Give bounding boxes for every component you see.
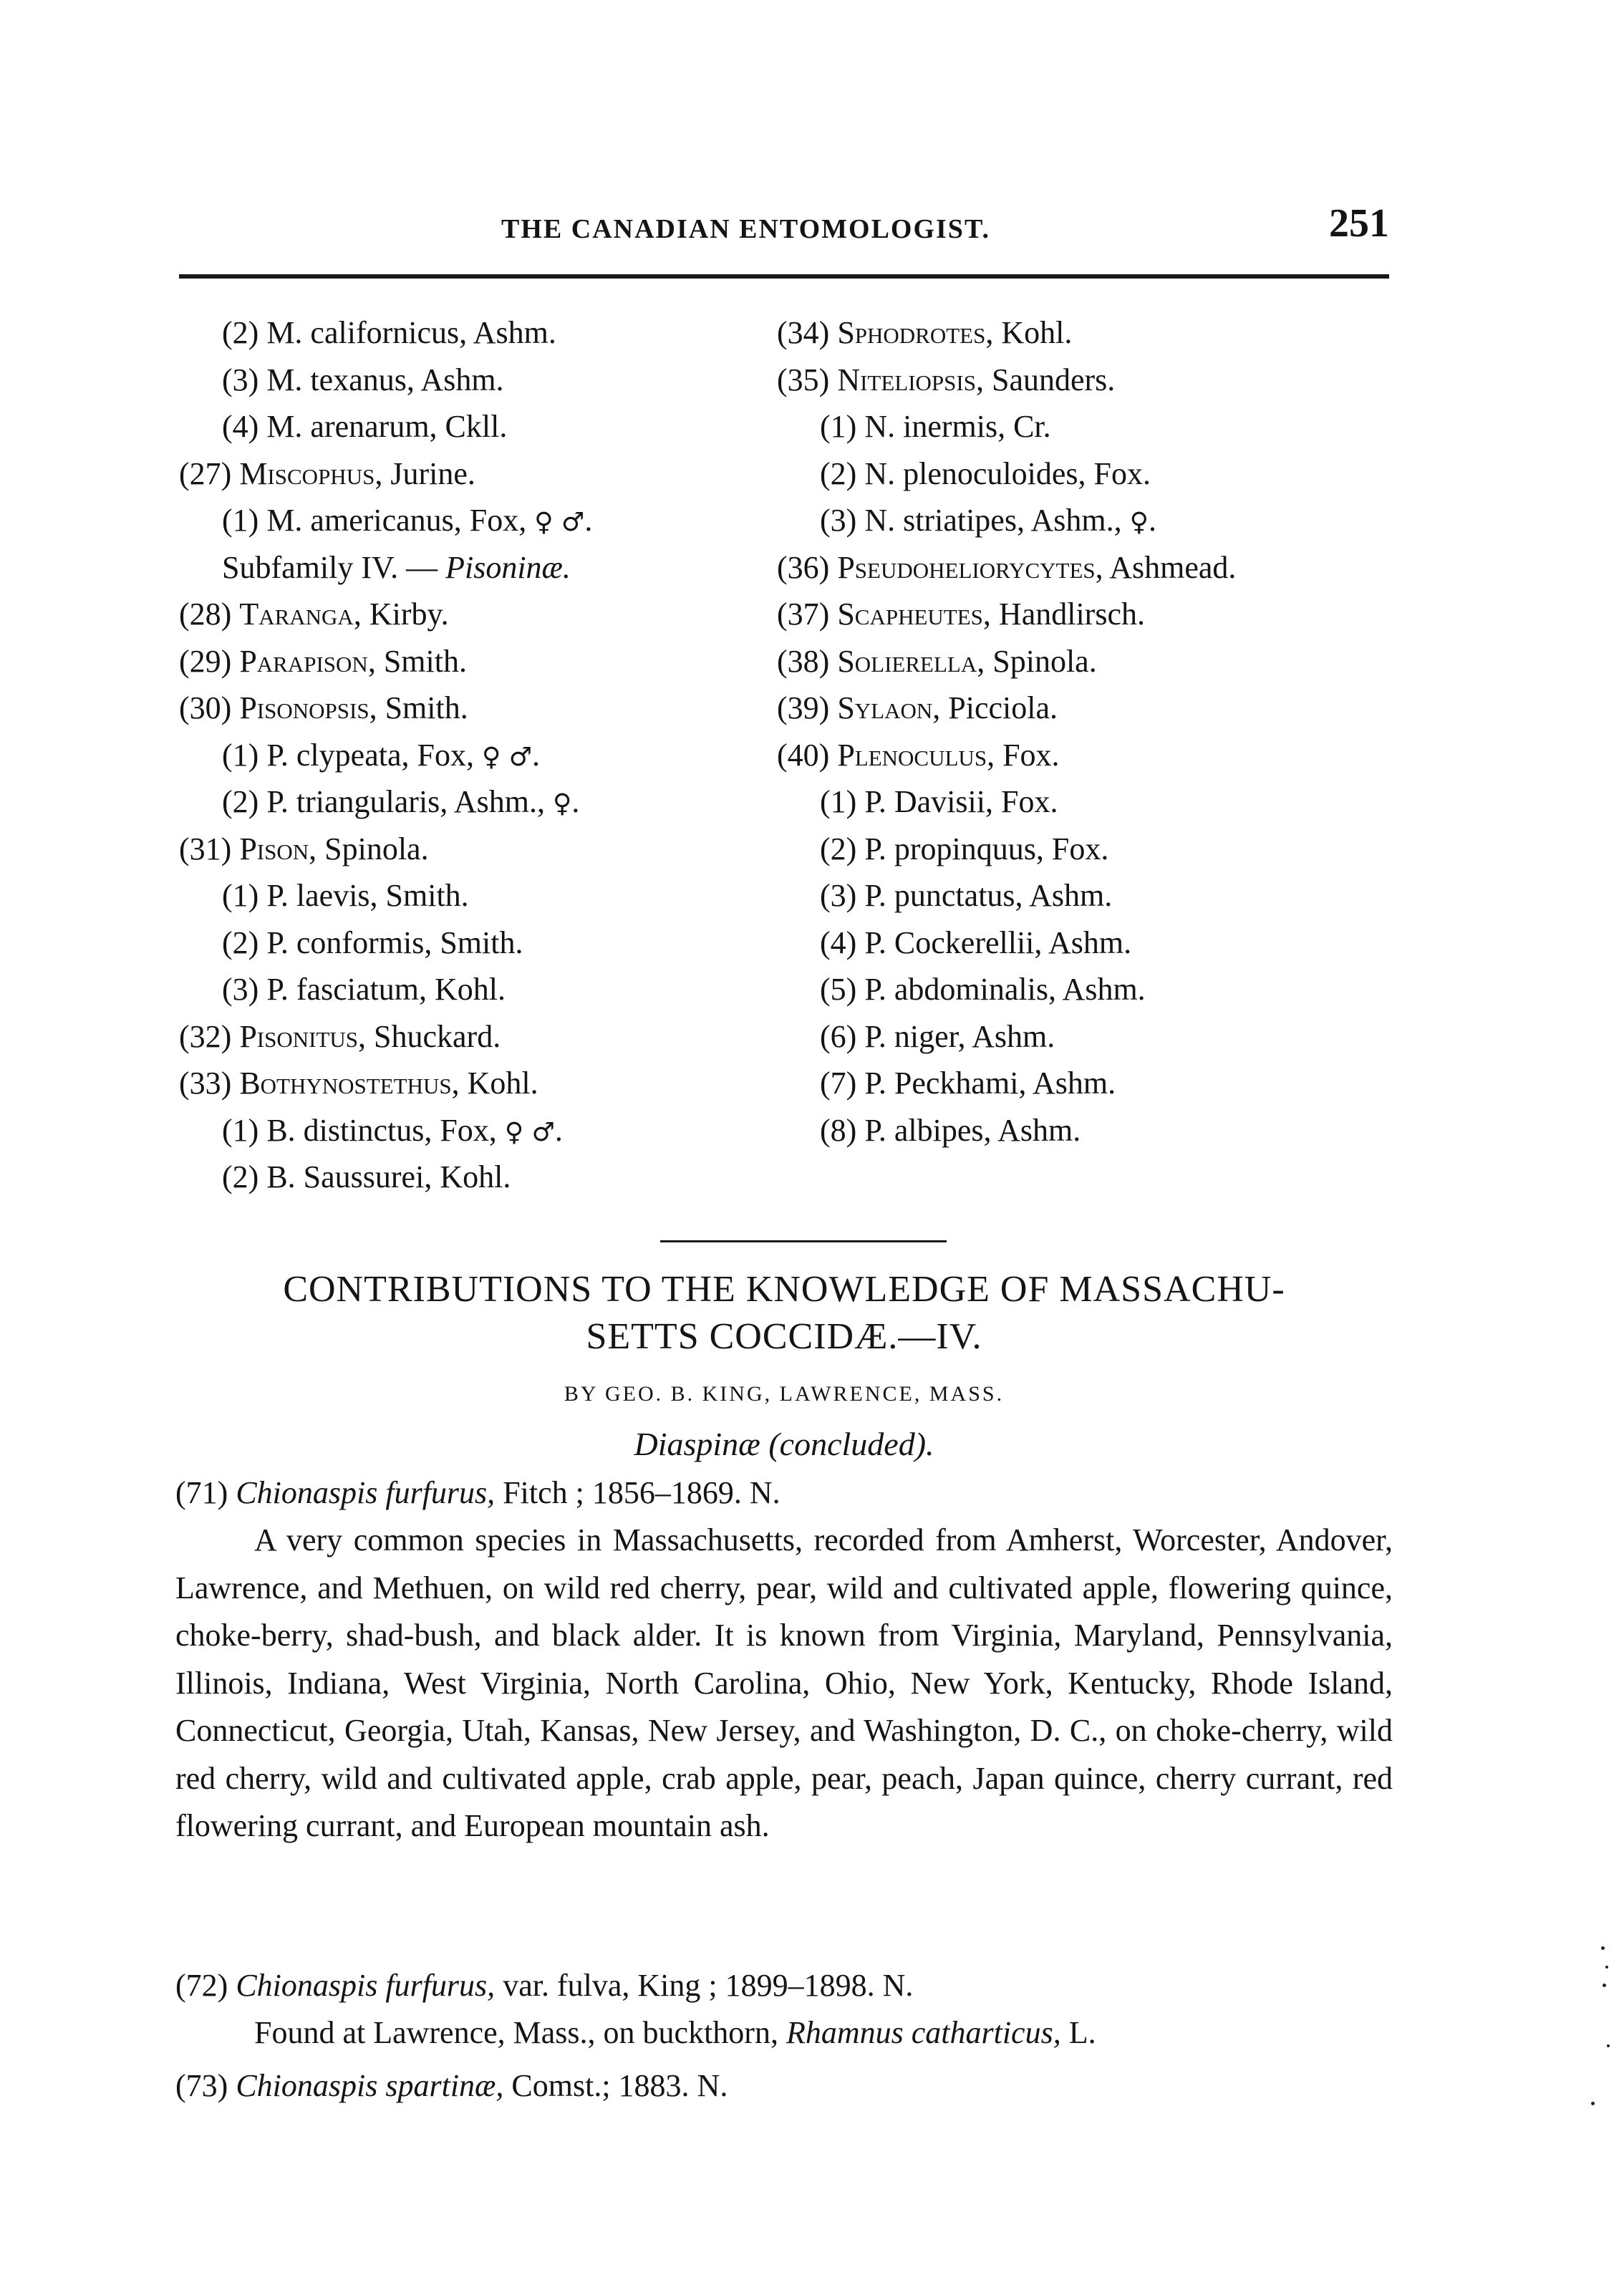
genus-item bbox=[777, 591, 1393, 638]
genus-name: Sphodrotes bbox=[837, 315, 986, 350]
host-plant-name: Rhamnus catharticus, bbox=[786, 2015, 1061, 2050]
list-item bbox=[179, 403, 752, 450]
genus-author: , Saunders. bbox=[975, 362, 1116, 397]
genus-author: , Kirby. bbox=[353, 596, 449, 632]
genus-item bbox=[777, 357, 1393, 404]
item-text: B. Saussurei, Kohl. bbox=[266, 1159, 511, 1194]
item-number: (39) bbox=[777, 690, 830, 725]
article-title-line: SETTS COCCIDÆ.—IV. bbox=[586, 1316, 982, 1357]
item-number: (32) bbox=[179, 1018, 232, 1054]
page-number: 251 bbox=[1329, 201, 1389, 246]
genus-item bbox=[777, 544, 1393, 591]
item-number: (4) bbox=[820, 924, 857, 960]
item-text: B. distinctus, Fox, bbox=[266, 1112, 505, 1148]
list-item bbox=[179, 357, 752, 404]
item-end: . bbox=[584, 503, 593, 538]
species-description bbox=[175, 1517, 1393, 1850]
item-number: (28) bbox=[179, 596, 232, 632]
running-title: THE CANADIAN ENTOMOLOGIST. bbox=[501, 214, 990, 244]
species-name: Chionaspis spartinæ, bbox=[236, 2068, 504, 2103]
genus-author: , Handlirsch. bbox=[982, 596, 1145, 632]
list-item bbox=[179, 309, 752, 357]
genus-author: , Smith. bbox=[367, 643, 467, 679]
species-heading bbox=[175, 2062, 1393, 2110]
item-number: (35) bbox=[777, 362, 830, 397]
item-number: (37) bbox=[777, 596, 830, 632]
margin-speck bbox=[1591, 2102, 1595, 2105]
genus-author: , Kohl. bbox=[985, 315, 1073, 350]
sex-symbol: ♀ bbox=[1129, 508, 1149, 537]
species-heading bbox=[175, 1962, 1393, 2009]
item-text: P. laevis, Smith. bbox=[266, 878, 469, 913]
item-number: (38) bbox=[777, 643, 830, 679]
item-number: (8) bbox=[820, 1112, 857, 1148]
list-item bbox=[179, 732, 752, 779]
subfamily-name: Pisoninæ. bbox=[445, 549, 571, 585]
item-number: (30) bbox=[179, 690, 232, 725]
genus-name: Miscophus bbox=[239, 455, 375, 491]
item-number: (27) bbox=[179, 455, 232, 491]
list-item bbox=[777, 450, 1393, 498]
item-number: (4) bbox=[222, 409, 259, 444]
item-end: . bbox=[554, 1112, 563, 1148]
item-text: N. inermis, Cr. bbox=[864, 409, 1051, 444]
genus-item bbox=[179, 591, 752, 638]
genus-author: , Picciola. bbox=[932, 690, 1058, 725]
genus-item bbox=[179, 1013, 752, 1061]
genus-name: Niteliopsis bbox=[837, 362, 976, 397]
genus-author: , Ashmead. bbox=[1095, 549, 1237, 585]
list-item bbox=[777, 966, 1393, 1013]
list-item bbox=[777, 497, 1393, 544]
locality-end: L. bbox=[1060, 2015, 1096, 2050]
genus-item bbox=[777, 685, 1393, 732]
genus-item bbox=[777, 638, 1393, 685]
species-citation: var. fulva, King ; 1899–1898. N. bbox=[495, 1968, 914, 2003]
article-title bbox=[179, 1266, 1389, 1361]
item-number: (1) bbox=[820, 409, 857, 444]
item-number: (2) bbox=[820, 455, 857, 491]
item-number: (3) bbox=[222, 972, 259, 1007]
item-text: P. albipes, Ashm. bbox=[864, 1112, 1081, 1148]
genus-item bbox=[179, 1060, 752, 1107]
genus-name: Plenoculus bbox=[837, 737, 987, 773]
item-number: (36) bbox=[777, 549, 830, 585]
list-item bbox=[777, 1060, 1393, 1107]
margin-speck bbox=[1605, 1966, 1608, 1969]
item-number: (5) bbox=[820, 972, 857, 1007]
description-paragraph: A very common species in Massachusetts, recorded from Amherst, Worcester, Andover, Lawrence, and Methuen, on wild red cherry, pear, wild and cultivated apple, flowering quince, choke-berry, shad-bush, and black alder. It is known from Virginia, Maryland, Pennsylvania, Illinois, Indiana, West Virginia, North Carolina, Ohio, New York, Kentucky, Rhode Island, Connecticut, Georgia, Utah, Kansas, New Jersey, and Washington, D. C., on choke-cherry, wild red cherry, wild and cultivated apple, crab apple, pear, peach, Japan quince, cherry currant, red flowering currant, and European mountain ash. bbox=[175, 1522, 1393, 1843]
entry-number: (71) bbox=[175, 1475, 228, 1510]
item-text: P. Davisii, Fox. bbox=[864, 784, 1058, 819]
genus-name: Pisonitus bbox=[239, 1018, 359, 1054]
margin-speck bbox=[1607, 2044, 1610, 2047]
genus-name: Solierella bbox=[837, 643, 977, 679]
item-text: P. triangularis, Ashm., bbox=[266, 784, 553, 819]
species-name: Chionaspis furfurus, bbox=[236, 1475, 496, 1510]
item-text: P. clypeata, Fox, bbox=[266, 737, 482, 773]
subfamily-label: Subfamily IV. — bbox=[222, 549, 446, 585]
item-number: (2) bbox=[820, 831, 857, 866]
list-item bbox=[777, 826, 1393, 873]
sex-symbol: ♀ ♂ bbox=[534, 508, 585, 537]
genus-name: Taranga bbox=[239, 596, 354, 632]
species-citation: Fitch ; 1856–1869. N. bbox=[495, 1475, 780, 1510]
entry-number: (72) bbox=[175, 1968, 228, 2003]
genus-author: , Shuckard. bbox=[358, 1018, 501, 1054]
genus-name: Scapheutes bbox=[837, 596, 983, 632]
locality-text: Found at Lawrence, Mass., on buckthorn, bbox=[254, 2015, 786, 2050]
item-number: (6) bbox=[820, 1018, 857, 1054]
list-item bbox=[179, 778, 752, 826]
item-text: M. americanus, Fox, bbox=[266, 503, 535, 538]
section-divider bbox=[660, 1240, 947, 1242]
genus-author: , Spinola. bbox=[309, 831, 429, 866]
item-end: . bbox=[1149, 503, 1157, 538]
item-number: (1) bbox=[222, 737, 259, 773]
genus-item bbox=[179, 450, 752, 498]
species-entry-73 bbox=[175, 2062, 1393, 2110]
item-number: (3) bbox=[820, 878, 857, 913]
item-text: M. texanus, Ashm. bbox=[266, 362, 504, 397]
item-text: M. californicus, Ashm. bbox=[266, 315, 556, 350]
section-subhead: Diaspinæ (concluded). bbox=[634, 1426, 934, 1462]
item-text: N. striatipes, Ashm., bbox=[864, 503, 1130, 538]
running-head bbox=[179, 201, 1389, 265]
item-text: M. arenarum, Ckll. bbox=[266, 409, 508, 444]
item-number: (34) bbox=[777, 315, 830, 350]
article-title-line: CONTRIBUTIONS TO THE KNOWLEDGE OF MASSACHU- bbox=[283, 1269, 1285, 1310]
list-item bbox=[179, 872, 752, 919]
item-number: (2) bbox=[222, 315, 259, 350]
sex-symbol: ♀ ♂ bbox=[481, 742, 533, 772]
item-text: P. conformis, Smith. bbox=[266, 924, 523, 960]
item-number: (2) bbox=[222, 924, 259, 960]
left-column-list bbox=[179, 309, 752, 1201]
species-entry-72 bbox=[175, 1962, 1393, 2057]
item-text: P. niger, Ashm. bbox=[864, 1018, 1055, 1054]
article-byline: BY GEO. B. KING, LAWRENCE, MASS. bbox=[564, 1382, 1005, 1406]
species-heading bbox=[175, 1469, 1393, 1517]
list-item bbox=[777, 919, 1393, 967]
genus-name: Pseudoheliorycytes bbox=[837, 549, 1096, 585]
species-name: Chionaspis furfurus, bbox=[236, 1968, 496, 2003]
item-number: (1) bbox=[222, 878, 259, 913]
list-item bbox=[179, 497, 752, 544]
list-item bbox=[777, 778, 1393, 826]
genus-author: , Kohl. bbox=[451, 1066, 538, 1101]
item-text: N. plenoculoides, Fox. bbox=[864, 455, 1151, 491]
item-text: P. Peckhami, Ashm. bbox=[864, 1066, 1116, 1101]
list-item bbox=[777, 1107, 1393, 1154]
item-number: (3) bbox=[222, 362, 259, 397]
genus-name: Pison bbox=[239, 831, 309, 866]
item-number: (31) bbox=[179, 831, 232, 866]
item-number: (2) bbox=[222, 1159, 259, 1194]
item-text: P. Cockerellii, Ashm. bbox=[864, 924, 1132, 960]
item-number: (1) bbox=[820, 784, 857, 819]
sex-symbol: ♀ bbox=[553, 789, 572, 818]
item-end: . bbox=[571, 784, 580, 819]
entry-number: (73) bbox=[175, 2068, 228, 2103]
list-item bbox=[179, 1107, 752, 1154]
genus-name: Sylaon bbox=[837, 690, 933, 725]
genus-name: Parapison bbox=[239, 643, 368, 679]
item-text: P. punctatus, Ashm. bbox=[864, 878, 1113, 913]
list-item bbox=[777, 403, 1393, 450]
genus-item bbox=[777, 309, 1393, 357]
item-text: P. fasciatum, Kohl. bbox=[266, 972, 506, 1007]
margin-speck bbox=[1601, 1946, 1605, 1950]
item-number: (2) bbox=[222, 784, 259, 819]
item-number: (40) bbox=[777, 737, 830, 773]
item-number: (1) bbox=[222, 503, 259, 538]
item-number: (3) bbox=[820, 503, 857, 538]
right-column-list bbox=[777, 309, 1393, 1154]
species-citation: Comst.; 1883. N. bbox=[503, 2068, 728, 2103]
margin-speck bbox=[1603, 1984, 1606, 1987]
genus-name: Bothynostethus bbox=[239, 1066, 452, 1101]
item-text: P. abdominalis, Ashm. bbox=[864, 972, 1146, 1007]
list-item bbox=[179, 966, 752, 1013]
list-item bbox=[179, 1154, 752, 1201]
species-entry-71 bbox=[175, 1469, 1393, 1850]
list-item bbox=[179, 919, 752, 967]
genus-author: , Fox. bbox=[987, 737, 1060, 773]
list-item bbox=[777, 872, 1393, 919]
genus-item bbox=[179, 826, 752, 873]
species-locality bbox=[175, 2009, 1393, 2057]
item-text: P. propinquus, Fox. bbox=[864, 831, 1109, 866]
item-number: (1) bbox=[222, 1112, 259, 1148]
genus-item bbox=[179, 685, 752, 732]
genus-item bbox=[179, 638, 752, 685]
genus-author: , Jurine. bbox=[374, 455, 475, 491]
header-rule bbox=[179, 274, 1389, 279]
item-number: (33) bbox=[179, 1066, 232, 1101]
list-item bbox=[777, 1013, 1393, 1061]
genus-author: , Smith. bbox=[369, 690, 468, 725]
item-number: (7) bbox=[820, 1066, 857, 1101]
genus-author: , Spinola. bbox=[977, 643, 1097, 679]
genus-item bbox=[777, 732, 1393, 779]
item-end: . bbox=[532, 737, 541, 773]
sex-symbol: ♀ ♂ bbox=[504, 1117, 555, 1147]
genus-name: Pisonopsis bbox=[239, 690, 369, 725]
item-number: (29) bbox=[179, 643, 232, 679]
subfamily-heading bbox=[179, 544, 752, 591]
